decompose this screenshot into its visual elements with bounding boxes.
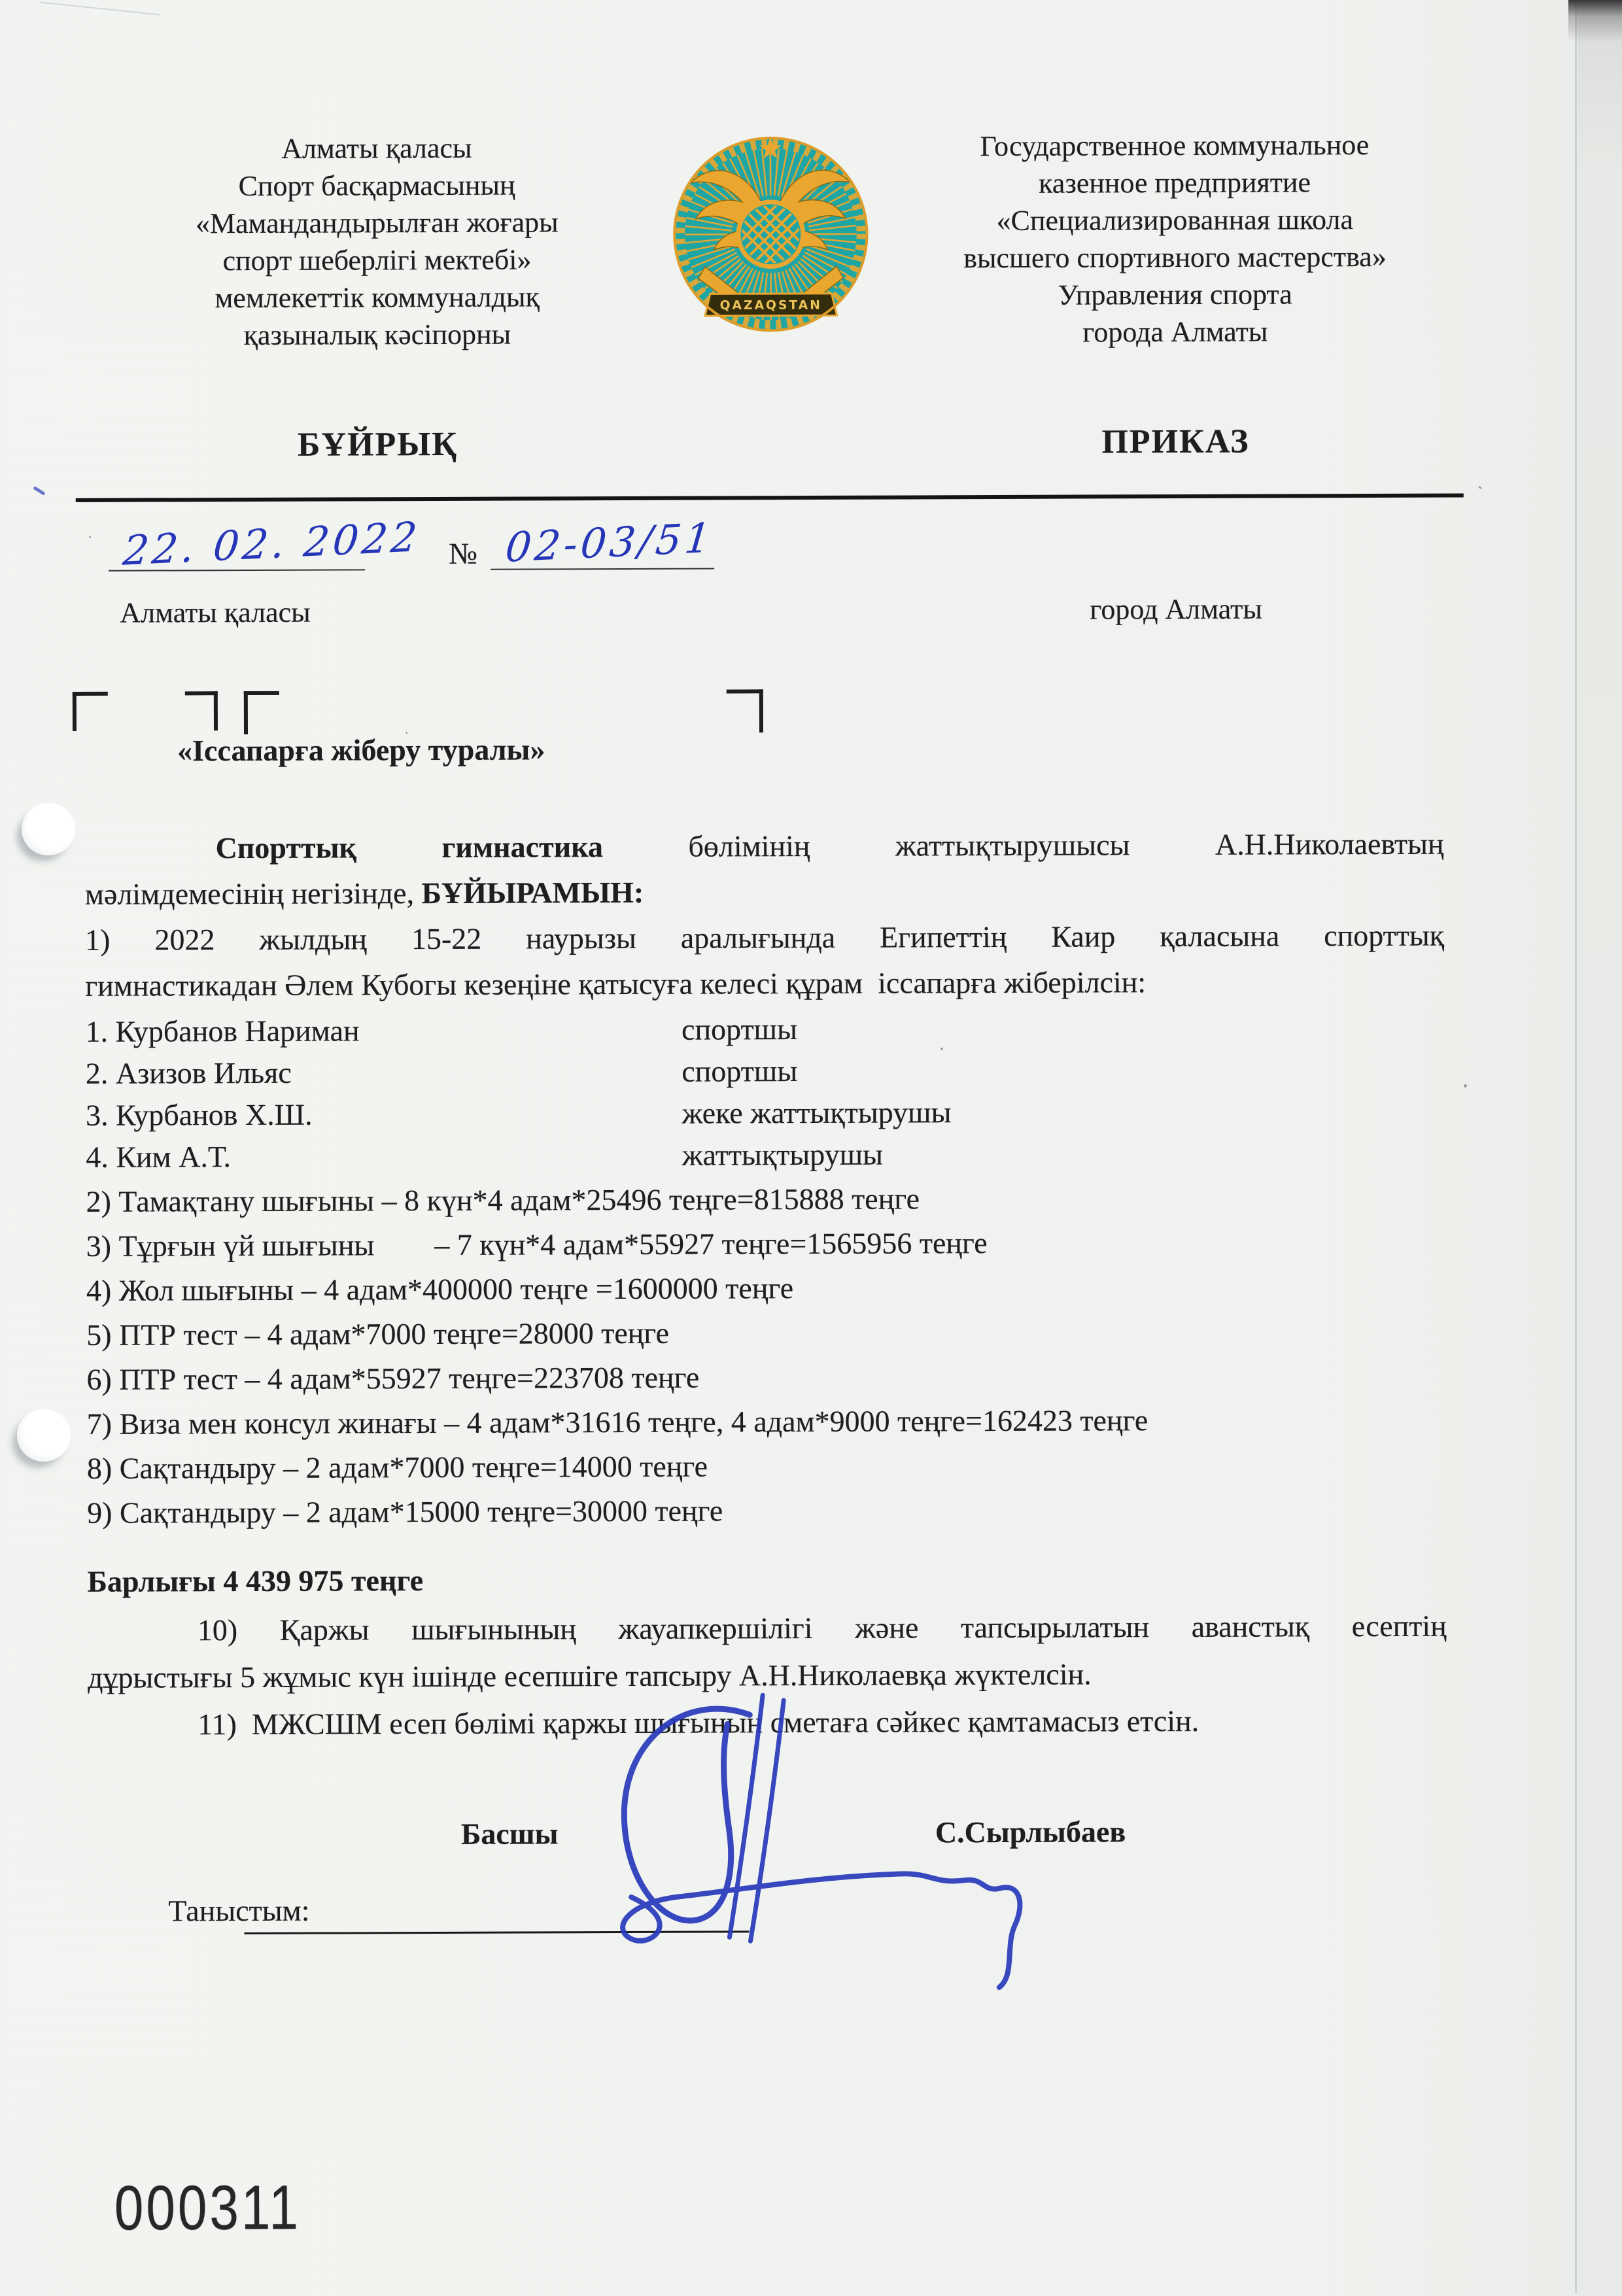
place-russian: город Алматы: [1090, 592, 1262, 626]
letterhead-ru-line: Управления спорта: [888, 275, 1463, 315]
letterhead-kk-line: қазыналық кәсіпорны: [148, 315, 606, 354]
preamble-resolve-word: БҰЙЫРАМЫН:: [421, 876, 644, 910]
team-row: [86, 1048, 1445, 1095]
letterhead-ru-line: высшего спортивного мастерства»: [887, 238, 1462, 277]
number-underline: [491, 568, 714, 570]
preamble-bold-lead: Спорттық гимнастика: [216, 830, 604, 865]
team-row: [86, 1132, 1445, 1178]
preamble-line-2: [85, 869, 1444, 916]
place-kazakh: Алматы қаласы: [120, 596, 311, 630]
expense-line: 7) Виза мен консул жинағы – 4 адам*31616 теңге, 4 адам*9000 теңге=162423 теңге: [87, 1397, 1467, 1447]
team-member-role: жаттықтырушы: [682, 1138, 883, 1172]
letterhead-ru-line: «Специализированная школа: [887, 201, 1462, 240]
item1-line-1: 1) 2022 жылдың 15-22 наурызы аралығында Египеттің Каир қаласына спорттық: [85, 915, 1444, 961]
team-member-name: 3. Курбанов Х.Ш.: [86, 1093, 674, 1137]
header-divider-line: [76, 494, 1464, 502]
item10-line-1: 10) Қаржы шығынының жауапкершілігі және тапсырылатын аванстық есептің: [88, 1605, 1447, 1652]
expense-line: 4) Жол шығыны – 4 адам*400000 теңге =1600000 теңге: [86, 1264, 1466, 1313]
team-member-name: 1. Курбанов Нариман: [85, 1009, 674, 1053]
page-number-stamp: 000311: [114, 2172, 301, 2244]
expense-line: 5) ПТР тест – 4 адам*7000 теңге=28000 теңге: [86, 1309, 1466, 1358]
letterhead-russian: [887, 126, 1463, 352]
corner-mark: [244, 691, 279, 734]
letterhead-kk-line: Алматы қаласы: [148, 129, 606, 167]
order-title-russian: ПРИКАЗ: [888, 422, 1463, 462]
kazakhstan-emblem-icon: [667, 132, 874, 339]
team-member-name: 2. Азизов Ильяс: [86, 1051, 674, 1095]
expense-line: 8) Сақтандыру – 2 адам*7000 теңге=14000 теңге: [87, 1442, 1467, 1491]
emblem-banner-text: QAZAQSTAN: [720, 299, 822, 313]
letterhead-kk-line: мемлекеттік коммуналдық: [148, 278, 606, 317]
expense-line: 2) Тамақтану шығыны – 8 күн*4 адам*25496 теңге=815888 теңге: [86, 1175, 1466, 1224]
corner-mark: [185, 691, 218, 730]
letterhead-ru-line: Государственное коммунальное: [887, 126, 1462, 165]
letterhead-ru-line: казенное предприятие: [887, 163, 1462, 203]
acknowledged-label: Таныстым:: [168, 1893, 309, 1928]
order-title-kazakh: БҰЙРЫҚ: [148, 424, 606, 464]
date-underline: [109, 569, 365, 571]
letterhead-kazakh: [148, 129, 606, 354]
preamble-line2-text: мәлімдемесінің негізінде,: [85, 876, 414, 911]
letterhead-kk-line: «Мамандандырылған жоғары: [148, 203, 606, 242]
item1-line-2: гимнастикадан Әлем Кубогы кезеңіне қатысуға келесі құрам іссапарға жіберілсін:: [85, 961, 1444, 1007]
handwritten-order-number: 02-03/51: [504, 513, 716, 571]
signer-title: Басшы: [461, 1816, 559, 1851]
item11-line: 11) МЖСШМ есеп бөлімі қаржы шығынын сметаға сәйкес қамтамасыз етсін.: [88, 1700, 1447, 1746]
expense-list: [86, 1175, 1467, 1535]
letterhead-kk-line: спорт шеберлігі мектебі»: [148, 241, 606, 279]
signer-name: С.Сырлыбаев: [935, 1814, 1126, 1849]
preamble-rest: бөлімінің жаттықтырушысы А.Н.Николаевтың: [688, 827, 1443, 863]
corner-mark: [727, 689, 763, 732]
handwritten-date: 22. 02. 2022: [121, 513, 423, 575]
team-member-role: спортшы: [682, 1012, 797, 1046]
team-member-role: жеке жаттықтырушы: [682, 1095, 951, 1129]
item10-line-2: дұрыстығы 5 жұмыс күн ішінде есепшіге тапсыру А.Н.Николаевқа жүктелсін.: [88, 1653, 1447, 1699]
number-sign: №: [449, 536, 477, 571]
expense-line: 9) Сақтандыру – 2 адам*15000 теңге=30000 теңге: [87, 1486, 1467, 1535]
team-member-name: 4. Ким А.Т.: [86, 1135, 674, 1178]
team-row: [85, 1006, 1444, 1053]
letterhead-ru-line: города Алматы: [888, 313, 1463, 352]
team-row: [86, 1090, 1445, 1137]
corner-mark: [73, 692, 108, 731]
document-subject: «Іссапарға жіберу туралы»: [177, 732, 545, 768]
letterhead-kk-line: Спорт басқармасының: [148, 166, 606, 205]
handwritten-signature: [532, 1680, 1057, 2002]
expense-line: 6) ПТР тест – 4 адам*55927 теңге=223708 теңге: [86, 1353, 1466, 1402]
team-list: [85, 1006, 1445, 1178]
expense-line: 3) Тұрғын үй шығыны – 7 күн*4 адам*55927 теңге=1565956 теңге: [86, 1220, 1466, 1269]
team-member-role: спортшы: [682, 1054, 797, 1088]
total-amount: Барлығы 4 439 975 теңге: [87, 1563, 423, 1599]
preamble-line-1: [85, 823, 1444, 870]
